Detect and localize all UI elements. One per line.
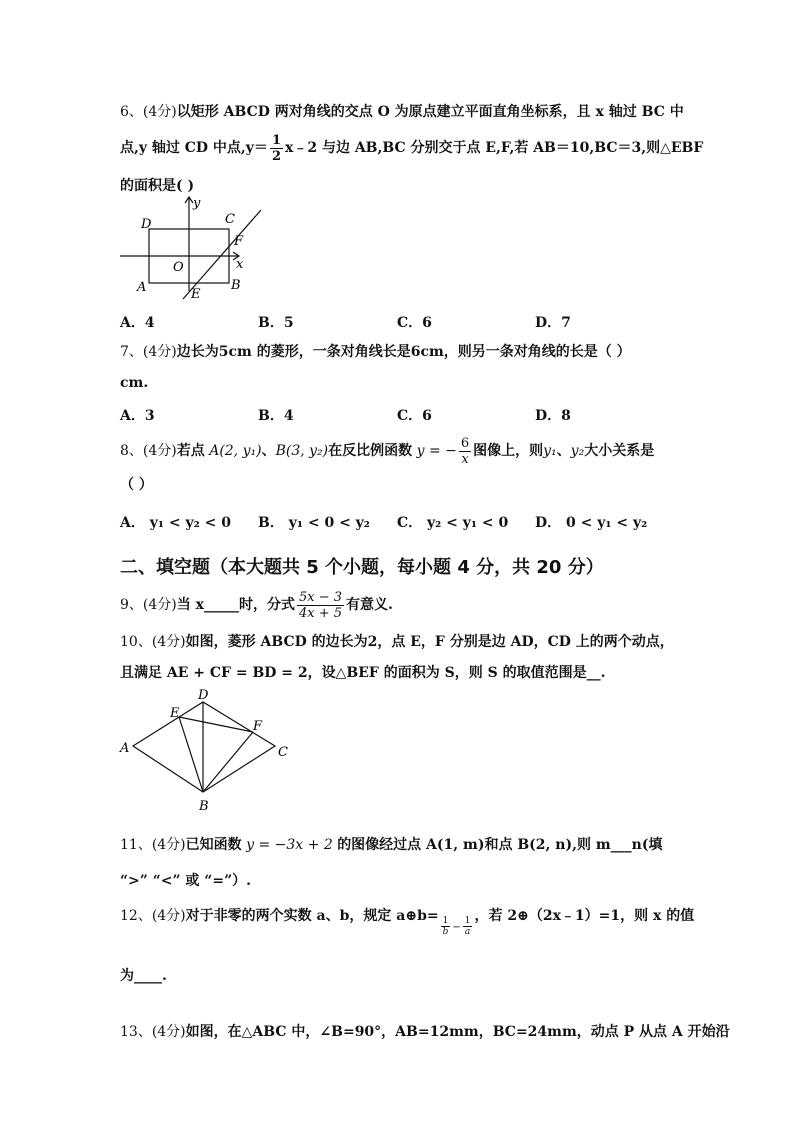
q12-f1-num: 1 [441,916,451,927]
q8-text-1b: 在反比例函数 [328,443,413,459]
q8-y1: y₁ [543,443,557,459]
q7-option-d: D．8 [535,408,571,424]
q10-text-1: 如图，菱形 ABCD 的边长为2，点 E，F 分别是边 AD，CD 上的两个动点， [185,634,674,650]
q7-prefix: 7、(4分) [120,344,177,360]
q7-text-1: 边长为5cm 的菱形，一条对角线长是6cm，则另一条对角线的长是（ ） [176,344,631,360]
q11-text-1a: 已知函数 [185,837,242,853]
q6-label-C: C [225,212,235,227]
q8-frac-num: 6 [460,435,470,451]
q8-y2: y₂ [570,443,585,459]
q11-line2: “>” “<” 或 “=”）. [120,873,252,889]
q8-frac-den: x [461,451,469,467]
q10-label-C: C [278,745,288,760]
q10-segment-be [179,717,203,792]
q6-label-F: F [234,234,244,249]
q8-sep: 、 [261,443,276,459]
q9-fraction [297,590,344,621]
q8-point-a: A(2, y₁) [209,443,262,459]
q12-f1-den: b [442,927,449,937]
q7-option-b: B．4 [258,408,294,424]
q11-line1 [120,835,662,855]
q10-line2: 且满足 AE + CF = BD = 2，设△BEF 的面积为 S，则 S 的取值范围是__. [120,665,606,681]
q10-prefix: 10、(4分) [120,634,186,650]
q7-option-c: C．6 [397,408,432,424]
section-2-heading: 二、填空题（本大题共 5 个小题，每小题 4 分，共 20 分） [120,557,604,578]
q6-fraction [270,133,283,164]
q7-option-a: A．3 [120,408,155,424]
q8-option-d: D． 0 < y₁ < y₂ [535,515,648,531]
q9-prefix: 9、(4分) [120,597,177,613]
q10-segment-bf [203,732,253,792]
q11-text-1b: 的图像经过点 A(1, m)和点 B(2, n),则 m___n(填 [337,837,663,853]
q8-line1 [120,434,654,468]
q7-line1 [120,342,631,362]
q6-line3: 的面积是( ) [120,178,195,194]
q8-text-1a: 若点 [176,443,205,459]
q6-frac-den: 2 [271,148,281,164]
q12-f2-num: 1 [464,916,471,926]
q13-prefix: 13、(4分) [120,1024,186,1040]
q6-label-y: y [193,196,201,211]
q6-label-D: D [141,217,152,232]
q6-text-2b: x﹣2 与边 AB,BC 分别交于点 E,F,若 AB＝10,BC＝3,则△EBF [284,140,704,156]
q12-fraction-2 [463,916,473,937]
q13-line1 [120,1022,730,1042]
q8-prefix: 8、(4分) [120,443,177,459]
q6-text-1: 以矩形 ABCD 两对角线的交点 O 为原点建立平面直角坐标系，且 x 轴过 BC 中 [176,104,684,120]
q10-label-A: A [120,741,130,756]
q7-line2: cm. [120,375,149,391]
q9-text-b: 有意义. [346,597,393,613]
q6-option-c: C．6 [397,315,432,331]
q8-function-lhs: y = − [416,443,457,459]
q8-option-b: B． y₁ < 0 < y₂ [258,515,370,531]
q8-text-1c: 图像上，则 [473,443,544,459]
q8-text-1d: 大小关系是 [584,443,655,459]
q10-line1 [120,632,674,652]
q6-text-2a: 点,y 轴过 CD 中点,y＝ [120,140,268,156]
q10-label-B: B [199,799,209,814]
q8-option-a: A． y₁ < y₂ < 0 [120,515,231,531]
q6-option-d: D．7 [535,315,571,331]
q6-function-line [183,210,261,299]
q6-frac-num: 1 [271,132,281,148]
q10-figure [115,686,305,816]
q6-label-E: E [191,287,201,302]
q12-line2: 为____. [120,968,167,984]
q6-label-x: x [236,257,244,272]
q12-prefix: 12、(4分) [120,908,186,924]
q6-label-A: A [137,280,147,295]
q12-minus: − [452,922,461,933]
q6-line2 [120,132,703,164]
q12-line1 [120,898,694,946]
q6-label-O: O [173,260,184,275]
q10-segment-ef [179,717,253,732]
q13-text-1: 如图，在△ABC 中，∠B=90°，AB=12mm，BC=24mm，动点 P 从点 A 开始沿 [185,1024,730,1040]
q6-line1 [120,102,684,122]
q6-figure [115,195,275,305]
q12-text-1a: 对于非零的两个实数 a、b，规定 a⊕b= [185,908,439,924]
q10-label-E: E [170,706,180,721]
q10-rhombus [133,702,275,792]
q9-line [120,588,393,622]
q11-prefix: 11、(4分) [120,837,186,853]
q11-function: y = −3x + 2 [246,837,333,853]
q10-label-F: F [253,719,263,734]
q9-text-a: 当 x_____时，分式 [176,597,295,613]
q8-line2: （ ） [120,477,153,493]
q9-frac-den: 4x + 5 [298,605,343,621]
q8-comma: 、 [556,443,571,459]
q10-label-D: D [198,688,209,703]
q12-f2-den: a [464,927,471,937]
q6-label-B: B [231,278,241,293]
q12-fraction-1 [441,916,451,937]
q8-point-b: B(3, y₂) [275,443,329,459]
q6-option-b: B．5 [258,315,294,331]
q9-frac-num: 5x − 3 [298,589,343,605]
q6-option-a: A．4 [120,315,155,331]
q6-prefix: 6、(4分) [120,104,177,120]
q8-fraction [459,436,471,467]
q12-text-1b: ，若 2⊕（2x﹣1）=1，则 x 的值 [474,908,695,924]
q8-option-c: C． y₂ < y₁ < 0 [397,515,509,531]
